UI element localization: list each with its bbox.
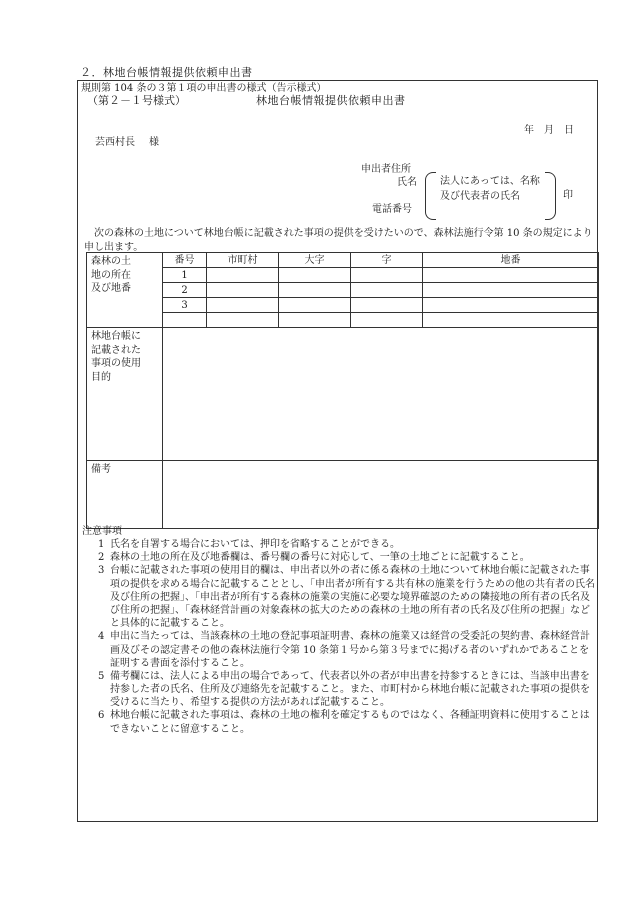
notes-list: [82, 538, 597, 736]
purpose-label-line-4: 目的: [91, 371, 111, 383]
header-aza: 字: [351, 253, 423, 268]
oaza-field[interactable]: [279, 313, 351, 328]
date-year-label: 年: [524, 125, 534, 136]
oaza-field[interactable]: [279, 283, 351, 298]
remarks-field[interactable]: [163, 461, 599, 529]
purpose-label-line-3: 事項の使用: [91, 358, 141, 369]
applicant-name-label: 氏名: [397, 177, 417, 188]
oaza-field[interactable]: [279, 298, 351, 313]
applicant-address-label: 申出者住所: [361, 164, 411, 175]
land-label-line-1: 森林の土: [91, 256, 131, 267]
addressee-name: 芸西村長: [95, 137, 135, 148]
aza-field[interactable]: [351, 283, 423, 298]
note-number: 5: [98, 670, 105, 682]
aza-field[interactable]: [351, 313, 423, 328]
request-text: 次の森林の土地について林地台帳に記載された事項の提供を受けたいので、森林法施行令第 10 条の規定により申し出ます。: [84, 228, 593, 253]
corporate-note-line-2: 及び代表者の氏名: [440, 190, 520, 202]
date-day-label: 日: [564, 125, 574, 136]
applicant-phone-label: 電話番号: [372, 204, 412, 215]
note-item: [82, 551, 597, 564]
note-number: 3: [98, 565, 105, 577]
municipality-field[interactable]: [207, 313, 279, 328]
seal-mark: 印: [563, 190, 573, 201]
note-item: [82, 538, 597, 551]
date-month-label: 月: [544, 125, 554, 136]
note-item: [82, 709, 597, 735]
note-item: [82, 670, 597, 710]
lot-number-field[interactable]: [423, 283, 599, 298]
municipality-field[interactable]: [207, 283, 279, 298]
header-municipality: 市町村: [207, 253, 279, 268]
row-number: 3: [163, 298, 207, 313]
land-table: [86, 252, 599, 529]
note-text: 申出に当たっては、当該森林の土地の登記事項証明書、森林の施業又は経営の受委託の契約書、森林経営計画及びその認定書その他の森林法施行令第 10 条第１号から第３号までに掲げる者のいずれかであることを証明する書面を添付すること。: [110, 631, 590, 669]
land-label-line-2: 地の所在: [91, 269, 131, 281]
notes-title: 注意事項: [82, 526, 122, 537]
purpose-field[interactable]: [163, 328, 599, 461]
purpose-label: [87, 328, 163, 461]
corporate-note-line-1: 法人にあっては、名称: [440, 176, 540, 187]
row-number: 2: [163, 283, 207, 298]
addressee-honorific: 様: [149, 137, 159, 148]
municipality-field[interactable]: [207, 298, 279, 313]
aza-field[interactable]: [351, 268, 423, 283]
note-text: 林地台帳に記載された事項は、森林の土地の権利を確定するものではなく、各種証明資料に使用することはできないことに留意すること。: [110, 710, 590, 735]
table-row: [87, 268, 599, 283]
note-text: 森林の土地の所在及び地番欄は、番号欄の番号に対応して、一筆の土地ごとに記載すること。: [110, 552, 530, 564]
note-number: 2: [98, 552, 105, 564]
note-text: 台帳に記載された事項の使用目的欄は、申出者以外の者に係る森林の土地について林地台帳に記載された事項の提供を求める場合に記載することとし、「申出者が所有する共有林の施業を行うための他の共有者の氏名及び住所の把握」、「申出者が所有する森林の施業の実施に必要な境界確認のための隣接地の所有者の氏名及び住所の把握」、「森林経営計画の対象森林の拡大のための森林の土地の所有者の氏名及び住所の把握」などと具体的に記載すること。: [110, 565, 595, 630]
section-heading: ２．林地台帳情報提供依頼申出書: [80, 66, 253, 79]
note-item: [82, 630, 597, 670]
row-number: 1: [163, 268, 207, 283]
lot-number-field[interactable]: [423, 313, 599, 328]
corporate-note: [440, 175, 540, 204]
table-row: [87, 313, 599, 328]
land-location-label: [87, 253, 163, 328]
purpose-label-line-2: 記載された: [91, 344, 141, 356]
note-text: 備考欄には、法人による申出の場合であって、代表者以外の者が申出書を持参するときには、当該申出書を持参した者の氏名、住所及び連絡先を記載すること。また、市町村から林地台帳に記載された事項の提供を受けるに当たり、希望する提供の方法があれば記載すること。: [110, 670, 590, 709]
document-title: 林地台帳情報提供依頼申出書: [256, 94, 406, 107]
header-number: 番号: [163, 253, 207, 268]
municipality-field[interactable]: [207, 268, 279, 283]
purpose-label-line-1: 林地台帳に: [91, 331, 141, 342]
remarks-label: [87, 461, 163, 529]
lot-number-field[interactable]: [423, 268, 599, 283]
note-number: 1: [98, 539, 105, 550]
empty-cell[interactable]: [163, 313, 207, 328]
note-text: 氏名を自署する場合においては、押印を省略することができる。: [110, 539, 400, 550]
land-label-line-3: 及び地番: [91, 283, 131, 294]
rule-reference: 規則第 104 条の３第１項の申出書の様式（告示様式）: [81, 83, 327, 94]
oaza-field[interactable]: [279, 268, 351, 283]
date-line: [524, 124, 574, 137]
header-lot-number: 地番: [423, 253, 599, 268]
table-row: [87, 298, 599, 313]
right-bracket: [545, 172, 556, 220]
table-row: [87, 283, 599, 298]
remarks-label-text: 備考: [91, 464, 111, 475]
addressee: [95, 136, 159, 149]
lot-number-field[interactable]: [423, 298, 599, 313]
note-number: 6: [98, 710, 105, 722]
aza-field[interactable]: [351, 298, 423, 313]
note-number: 4: [98, 631, 105, 643]
note-item: [82, 564, 597, 630]
header-oaza: 大字: [279, 253, 351, 268]
form-number: （第２－１号様式）: [87, 94, 186, 107]
left-bracket: [425, 172, 436, 220]
